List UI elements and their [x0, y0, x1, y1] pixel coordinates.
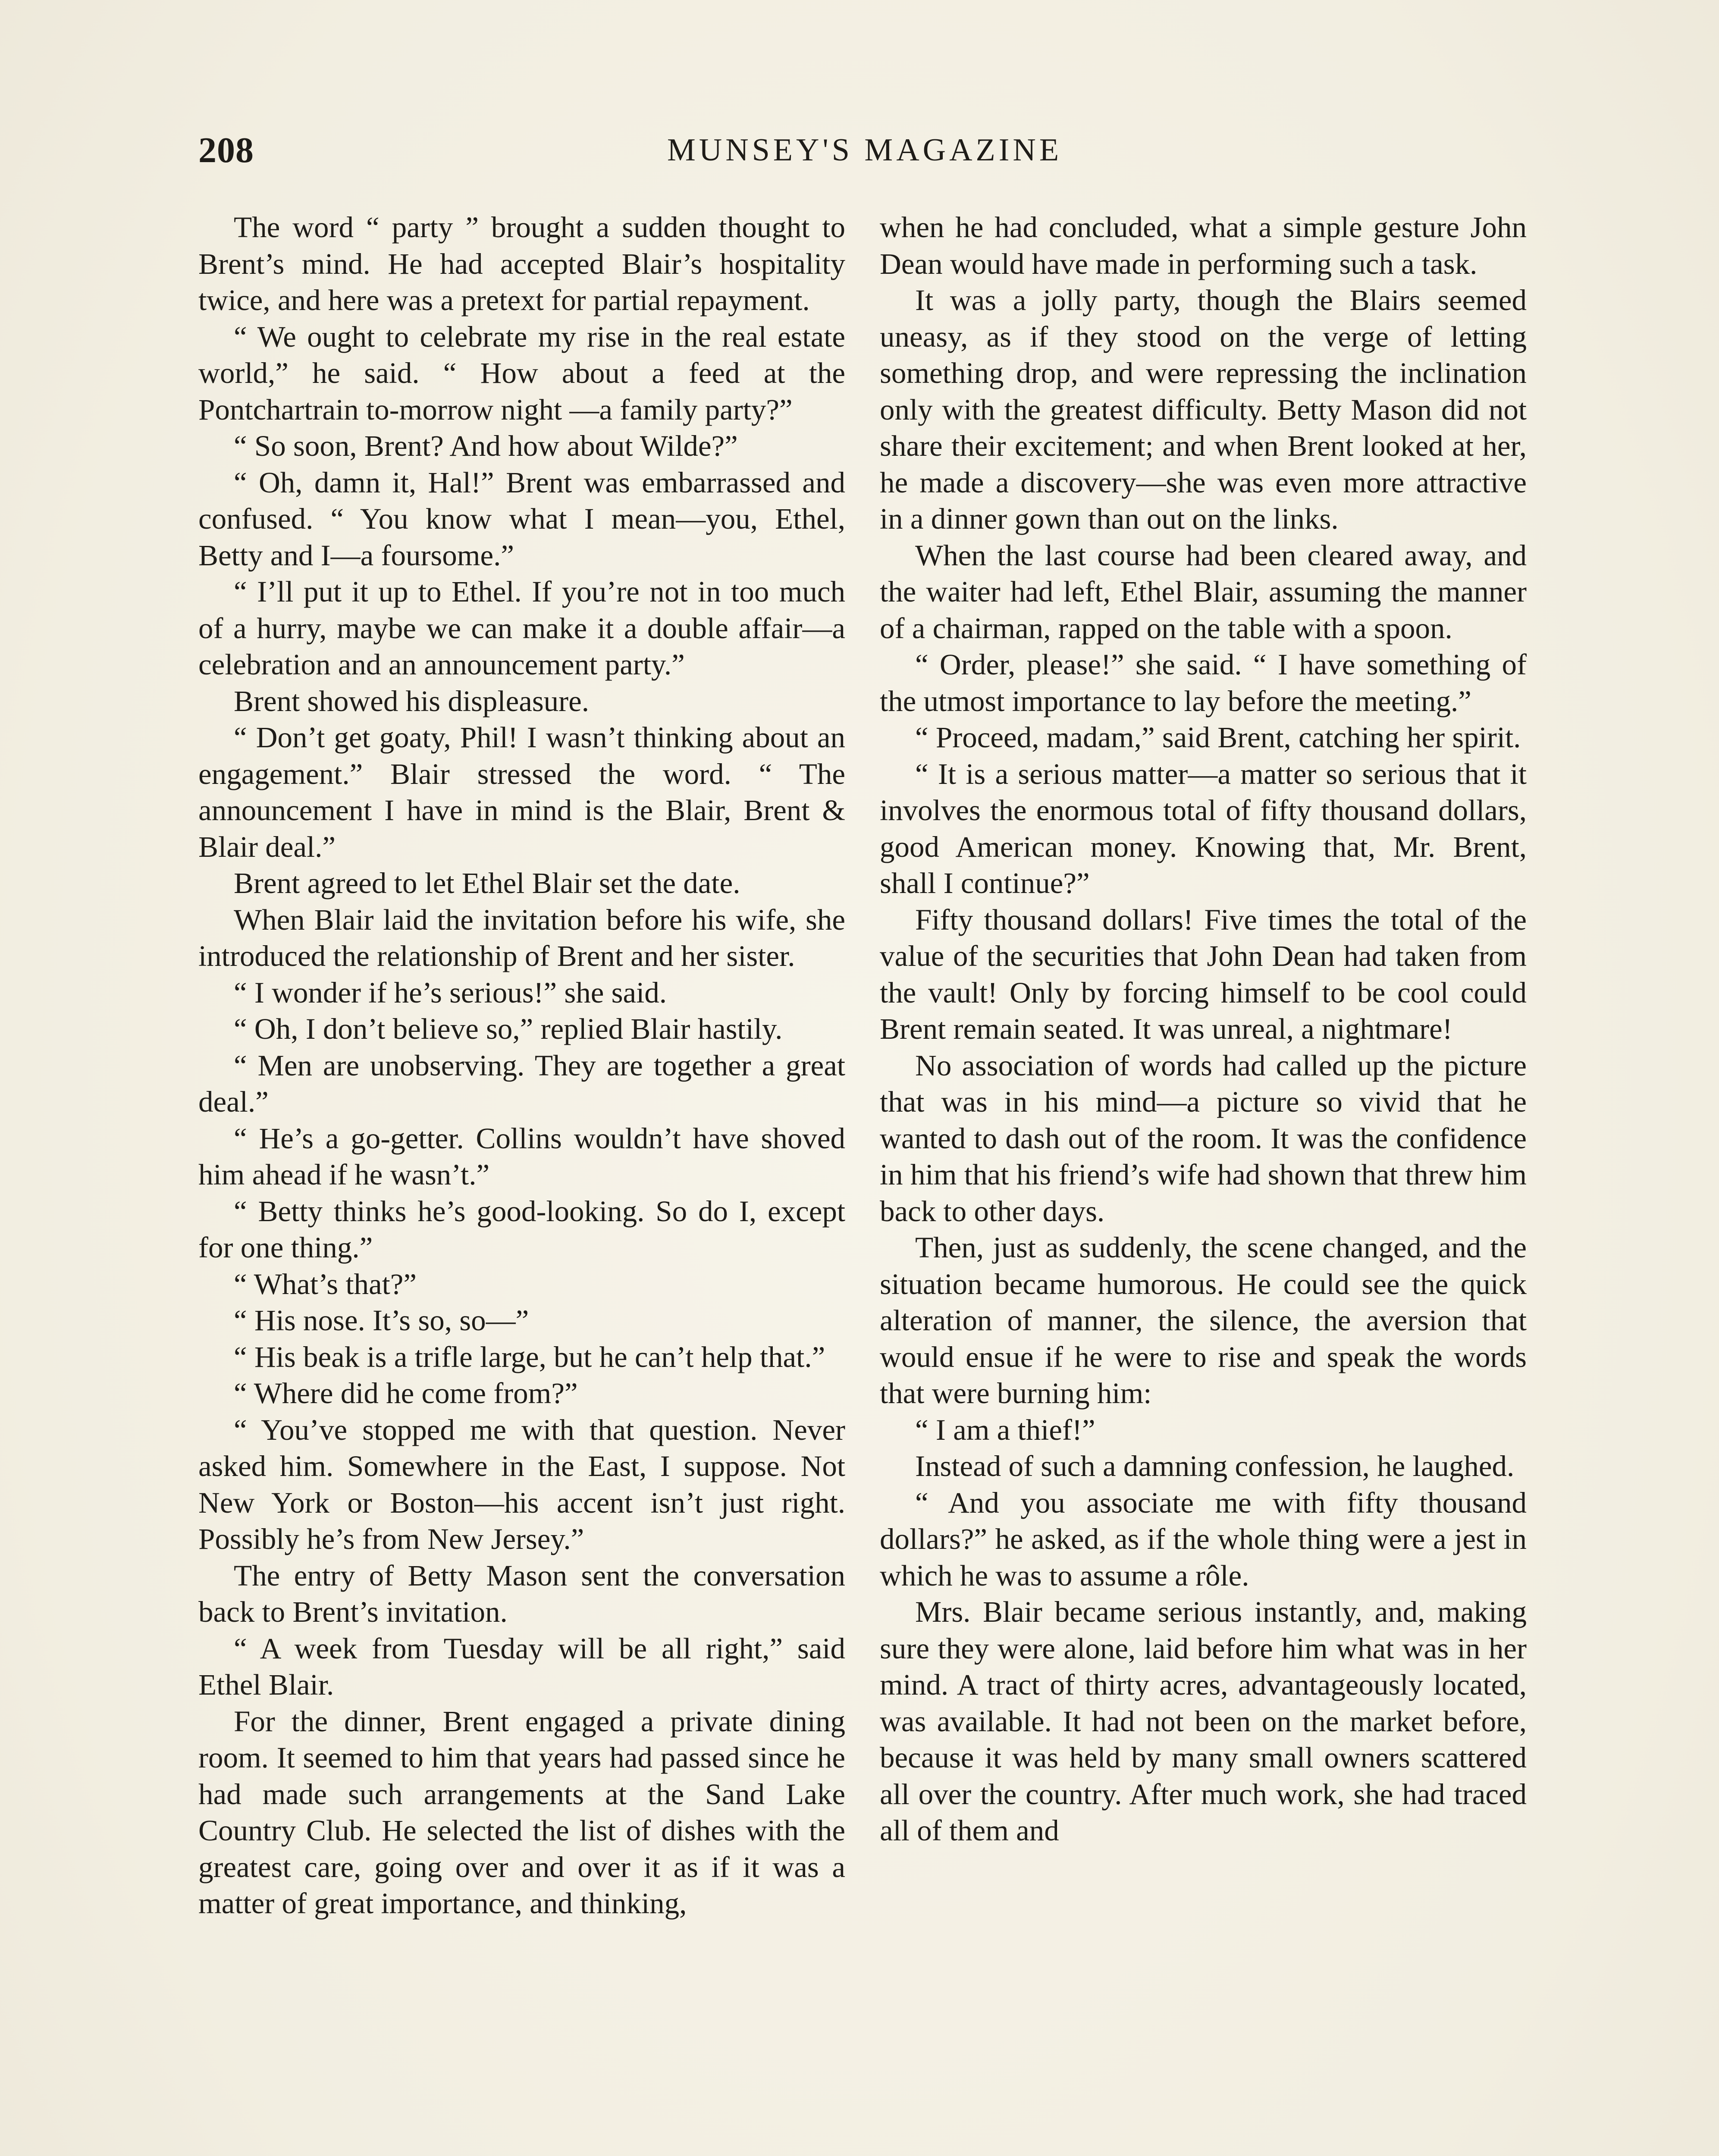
paragraph: “ We ought to celebrate my rise in the real estate world,” he said. “ How about a feed at the Pontchartrain to-morrow night —a family party?”: [198, 320, 845, 426]
paragraph: “ I wonder if he’s serious!” she said.: [234, 976, 667, 1009]
paragraph: “ And you associate me with fifty thousand dollars?” he asked, as if the whole thing were a jest in which he was to assume a rôle.: [880, 1486, 1527, 1592]
paragraph: For the dinner, Brent engaged a private dining room. It seemed to him that years had passed since he had made such arrangements at the Sand Lake Country Club. He selected the list of dishes with the greatest care, going over and over it as if it was a matter of great importance, and thinking,: [198, 1705, 845, 1920]
paragraph: “ So soon, Brent? And how about Wilde?”: [234, 429, 738, 462]
paragraph: “ Men are unobserving. They are together a great deal.”: [198, 1049, 845, 1118]
paragraph: “ I’ll put it up to Ethel. If you’re not in too much of a hurry, maybe we can make it a double affair—a celebration and an announcement party.”: [198, 575, 845, 681]
paragraph: “ His nose. It’s so, so—”: [234, 1304, 529, 1337]
paragraph: “ He’s a go-getter. Collins wouldn’t have shoved him ahead if he wasn’t.”: [198, 1122, 845, 1191]
paragraph: “ Don’t get goaty, Phil! I wasn’t thinking about an engagement.” Blair stressed the word. “ The announcement I have in mind is the Blair, Brent & Blair deal.”: [198, 721, 845, 863]
paragraph: Mrs. Blair became serious instantly, and, making sure they were alone, laid before him what was in her mind. A tract of thirty acres, advantageously located, was available. It had not been on the market before, because it was held by many small owners scattered all over the country. After much work, she had traced all of them and: [880, 1595, 1527, 1847]
page-number: 208: [198, 130, 254, 170]
paragraph: Then, just as suddenly, the scene changed, and the situation became humorous. He could see the quick alteration of manner, the silence, the aversion that would ensue if he were to rise and speak the words that were burning him:: [880, 1231, 1527, 1410]
paragraph: No association of words had called up the picture that was in his mind—a picture so vivid that he wanted to dash out of the room. It was the confidence in him that his friend’s wife had shown that threw him back to other days.: [880, 1049, 1527, 1228]
paragraph: When Blair laid the invitation before his wife, she introduced the relationship of Brent and her sister.: [198, 903, 845, 972]
paragraph: “ A week from Tuesday will be all right,” said Ethel Blair.: [198, 1632, 845, 1701]
paragraph: “ His beak is a trifle large, but he can’t help that.”: [234, 1340, 825, 1373]
paragraph: “ It is a serious matter—a matter so serious that it involves the enormous total of fifty thousand dollars, good American money. Knowing that, Mr. Brent, shall I continue?”: [880, 757, 1527, 899]
left-text-column: [198, 209, 845, 1922]
paragraph: “ Oh, I don’t believe so,” replied Blair hastily.: [234, 1012, 783, 1045]
paragraph: When the last course had been cleared away, and the waiter had left, Ethel Blair, assuming the manner of a chairman, rapped on the table with a spoon.: [880, 539, 1527, 645]
paragraph: “ I am a thief!”: [915, 1413, 1095, 1446]
paragraph: It was a jolly party, though the Blairs seemed uneasy, as if they stood on the verge of letting something drop, and were repressing the inclination only with the greatest difficulty. Betty Mason did not share their excitement; and when Brent looked at her, he made a discovery—she was even more attractive in a dinner gown than out on the links.: [880, 284, 1527, 535]
page-header: [198, 129, 1531, 181]
right-text-column: [880, 209, 1527, 1849]
paragraph: “ Oh, damn it, Hal!” Brent was embarrassed and confused. “ You know what I mean—you, Ethel, Betty and I—a foursome.”: [198, 466, 845, 572]
paragraph: “ Betty thinks he’s good-looking. So do I, except for one thing.”: [198, 1194, 845, 1264]
paragraph: Brent agreed to let Ethel Blair set the date.: [234, 867, 740, 899]
paragraph: Brent showed his displeasure.: [234, 684, 590, 718]
running-head: MUNSEY'S MAGAZINE: [667, 132, 1063, 168]
paragraph: “ What’s that?”: [234, 1267, 417, 1300]
paragraph: Instead of such a damning confession, he laughed.: [915, 1450, 1515, 1482]
paragraph: “ Proceed, madam,” said Brent, catching her spirit.: [915, 721, 1521, 754]
paragraph-continuation: when he had concluded, what a simple gesture John Dean would have made in performing such a task.: [880, 211, 1527, 280]
paragraph: Fifty thousand dollars! Five times the total of the value of the securities that John Dean had taken from the vault! Only by forcing himself to be cool could Brent remain seated. It was unreal, a nightmare!: [880, 903, 1527, 1045]
paragraph: “ Order, please!” she said. “ I have something of the utmost importance to lay before the meeting.”: [880, 648, 1527, 718]
paragraph: “ You’ve stopped me with that question. Never asked him. Somewhere in the East, I suppose. Not New York or Boston—his accent isn’t just right. Possibly he’s from New Jersey.”: [198, 1413, 845, 1555]
paragraph: The word “ party ” brought a sudden thought to Brent’s mind. He had accepted Blair’s hospitality twice, and here was a pretext for partial repayment.: [198, 211, 845, 317]
paragraph: The entry of Betty Mason sent the conversation back to Brent’s invitation.: [198, 1559, 845, 1628]
paragraph: “ Where did he come from?”: [234, 1377, 578, 1410]
